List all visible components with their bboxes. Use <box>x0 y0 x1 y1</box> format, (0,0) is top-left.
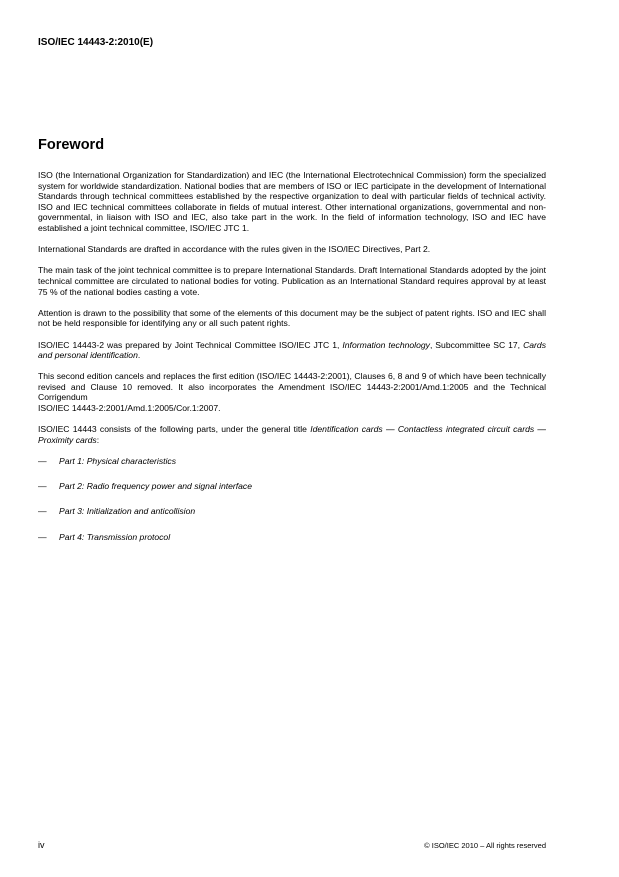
paragraph-patent-rights: Attention is drawn to the possibility that some of the elements of this document may be the subject of patent rights. ISO and IEC shall not be held responsible for identifying any or all such patent rights. <box>38 307 546 329</box>
paragraph-organizations: ISO (the International Organization for Standardization) and IEC (the International Electrotechnical Commission) form the specialized system for worldwide standardization. National bodies that are members of ISO or IEC participate in the development of International Standards through technical committees established by the respective organization to deal with particular fields of technical activity. ISO and IEC technical committees collaborate in fields of mutual interest. Other international organizations, governmental and non-governmental, in liaison with ISO and IEC, also take part in the work. In the field of information technology, ISO and IEC have established a joint technical committee, ISO/IEC JTC 1. <box>38 170 546 233</box>
prepared-by-subcommittee-title: Cards and personal identification <box>38 339 546 361</box>
copyright-notice: © ISO/IEC 2010 – All rights reserved <box>424 841 546 850</box>
paragraph-prepared-by <box>38 340 546 361</box>
parts-list <box>38 456 546 542</box>
list-item <box>38 456 546 467</box>
prepared-by-committee-title: Information technology <box>342 339 430 350</box>
prepared-by-subcommittee: , Subcommittee SC 17, <box>429 339 524 350</box>
document-id-header: ISO/IEC 14443-2:2010(E) <box>38 37 154 48</box>
list-item-text: Part 4: Transmission protocol <box>59 531 171 542</box>
paragraph-edition-info <box>38 371 546 413</box>
page-number: iv <box>38 840 45 850</box>
dash-bullet: — <box>38 456 47 467</box>
dash-bullet: — <box>38 481 47 492</box>
paragraph-main-task: The main task of the joint technical committee is to prepare International Standards. Draft International Standards adopted by the joint technical committee are circulated to national bodies for voting. Publication as an International Standard requires approval by at least 75 % of the national bodies casting a vote. <box>38 265 546 297</box>
parts-general-title: Identification cards — Contactless integrated circuit cards — Proximity cards <box>38 424 546 445</box>
foreword-body <box>38 170 546 557</box>
dash-bullet: — <box>38 506 47 517</box>
paragraph-parts-intro <box>38 424 546 445</box>
page-title: Foreword <box>38 137 105 153</box>
parts-intro-end: : <box>96 434 100 445</box>
list-item <box>38 532 546 543</box>
prepared-by-text: ISO/IEC 14443-2 was prepared by Joint Technical Committee ISO/IEC JTC 1, <box>38 339 343 350</box>
prepared-by-end: . <box>137 350 141 361</box>
dash-bullet: — <box>38 531 47 542</box>
list-item <box>38 506 546 517</box>
list-item-text: Part 3: Initialization and anticollision <box>59 506 196 517</box>
parts-intro-text: ISO/IEC 14443 consists of the following parts, under the general title <box>38 424 311 435</box>
list-item-text: Part 1: Physical characteristics <box>59 456 177 467</box>
edition-info-text: This second edition cancels and replaces the first edition (ISO/IEC 14443-2:2001), Clauses 6, 8 and 9 of which have been technically revised and Clause 10 removed. It also incorporates the Amendment ISO/IEC 14443-2:2001/Amd.1:2005 and the Technical Corrigendum <box>38 371 546 403</box>
paragraph-drafting-rules: International Standards are drafted in accordance with the rules given in the ISO/IEC Directives, Part 2. <box>38 244 431 255</box>
edition-info-corrigendum: ISO/IEC 14443-2:2001/Amd.1:2005/Cor.1:2007. <box>38 403 221 414</box>
list-item <box>38 481 546 492</box>
list-item-text: Part 2: Radio frequency power and signal interface <box>59 481 252 492</box>
